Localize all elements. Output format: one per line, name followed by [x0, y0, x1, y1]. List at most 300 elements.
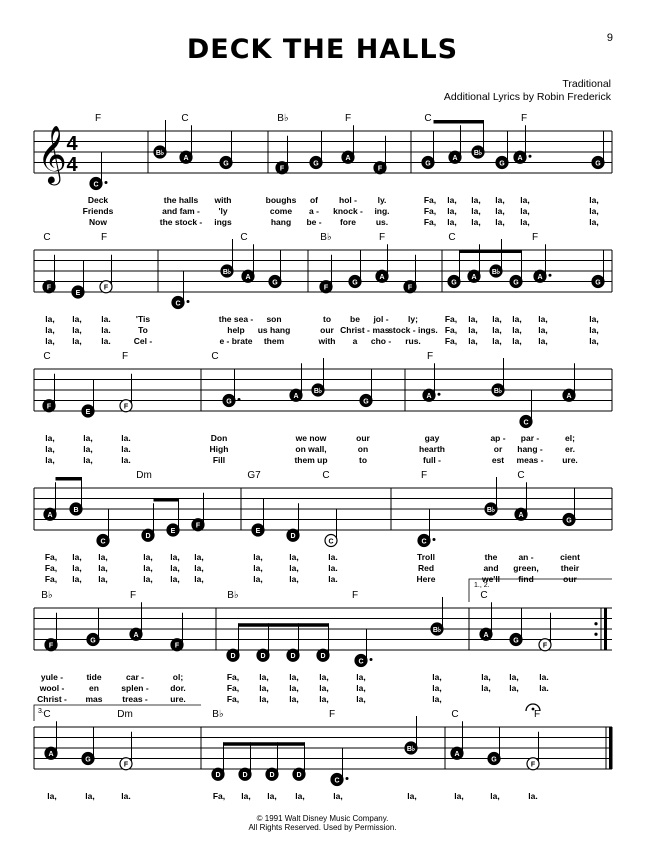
lyric-syllable: our — [563, 574, 577, 584]
lyric-syllable: la, — [356, 683, 366, 693]
lyric-syllable: wool - — [39, 683, 65, 693]
lyric-syllable: Fa, — [44, 552, 58, 562]
lyric-syllable: la. — [101, 314, 111, 324]
note-letter: E — [75, 289, 81, 297]
note-letter: C — [334, 777, 340, 785]
lyric-syllable: la, — [509, 683, 519, 693]
lyric-syllable: gay — [424, 433, 440, 443]
lyric-syllable: and — [483, 563, 499, 573]
repeat-barline-thick — [604, 608, 607, 650]
note-letter: F — [123, 403, 129, 411]
lyric-syllable: la, — [481, 672, 491, 682]
chord-symbol: F — [420, 470, 428, 481]
lyric-syllable: la, — [241, 791, 251, 801]
lyric-syllable: Red — [417, 563, 435, 573]
lyric-syllable: el; — [565, 433, 575, 443]
note-letter: C — [93, 181, 99, 189]
chord-symbol: C — [451, 709, 459, 720]
lyric-syllable: ap - — [490, 433, 506, 443]
lyric-syllable: the sea - — [218, 314, 254, 324]
lyric-syllable: la, — [589, 206, 599, 216]
augmentation-dot — [438, 393, 441, 396]
chord-symbol: F — [344, 113, 352, 124]
note-letter: F — [174, 642, 180, 650]
lyric-syllable: la, — [170, 552, 180, 562]
lyric-syllable: la, — [98, 563, 108, 573]
lyric-syllable: la, — [589, 325, 599, 335]
lyric-syllable: la, — [589, 336, 599, 346]
lyric-syllable: la, — [490, 791, 500, 801]
lyric-syllable: er. — [565, 444, 575, 454]
chord-symbol: F — [533, 709, 541, 720]
lyric-syllable: par - — [520, 433, 540, 443]
lyric-syllable: la, — [83, 433, 93, 443]
ending-label: 1., 2. — [474, 582, 490, 589]
note-letter: A — [537, 274, 543, 282]
lyric-syllable: to — [358, 455, 368, 465]
lyric-syllable: la, — [492, 314, 502, 324]
note-letter: C — [421, 538, 427, 546]
note — [97, 509, 109, 547]
note-letter: A — [454, 751, 460, 759]
lyric-syllable: on wall, — [295, 444, 327, 454]
note — [496, 131, 508, 169]
chord-symbol: F — [378, 232, 386, 243]
lyric-syllable: la, — [143, 552, 153, 562]
note-letter: G — [85, 756, 91, 764]
lyric-syllable: the stock - — [159, 217, 203, 227]
note-letter: F — [407, 284, 413, 292]
lyric-syllable: la, — [432, 694, 442, 704]
note — [82, 379, 94, 417]
note-letter: G — [491, 756, 497, 764]
lyric-syllable: cho - — [370, 336, 392, 346]
chord-symbol: C — [43, 351, 51, 362]
lyric-syllable: la, — [170, 574, 180, 584]
note-letter: D — [269, 772, 275, 780]
note-letter: F — [46, 403, 52, 411]
lyric-syllable: full - — [423, 455, 441, 465]
note — [72, 260, 84, 298]
chord-symbol: B♭ — [227, 590, 239, 601]
lyric-syllable: Fa, — [423, 217, 437, 227]
note — [310, 131, 322, 169]
lyric-syllable: la, — [319, 694, 329, 704]
lyric-syllable: Fa, — [226, 683, 240, 693]
note-letter: E — [255, 527, 261, 535]
note-letter: G — [566, 517, 572, 525]
lyric-syllable: la, — [253, 563, 263, 573]
note — [485, 477, 497, 515]
lyric-syllable: High — [209, 444, 229, 454]
lyric-syllable: cient — [560, 552, 580, 562]
lyric-syllable: la, — [495, 195, 505, 205]
chord-symbol: F — [328, 709, 336, 720]
lyric-syllable: la, — [194, 552, 204, 562]
lyric-syllable: la, — [45, 444, 55, 454]
lyric-syllable: la, — [45, 433, 55, 443]
note-letter: D — [215, 772, 221, 780]
note-letter: D — [242, 772, 248, 780]
staff-system-4 — [34, 470, 612, 584]
lyric-syllable: Friends — [82, 206, 114, 216]
lyric-syllable: la, — [538, 314, 548, 324]
chord-symbol: B♭ — [277, 113, 289, 124]
lyric-syllable: the — [484, 552, 498, 562]
note — [87, 608, 99, 646]
note-letter: F — [279, 165, 285, 173]
lyric-syllable: la, — [295, 791, 305, 801]
ending-label: 3. — [38, 708, 44, 715]
lyric-syllable: la, — [253, 552, 263, 562]
lyric-syllable: la. — [328, 552, 338, 562]
note-letter: A — [293, 393, 299, 401]
note-letter: B♭ — [432, 626, 442, 634]
note-letter: B♭ — [222, 268, 232, 276]
note-letter: G — [363, 398, 369, 406]
lyric-syllable: la, — [289, 574, 299, 584]
chord-symbol: Dm — [117, 709, 133, 720]
note-beam — [154, 498, 179, 502]
chord-symbol: B♭ — [320, 232, 332, 243]
note-letter: A — [426, 393, 432, 401]
chord-symbol: C — [448, 232, 456, 243]
lyric-syllable: Don — [210, 433, 228, 443]
lyric-syllable: la, — [432, 683, 442, 693]
lyric-syllable: la, — [47, 791, 57, 801]
lyric-syllable: la. — [539, 672, 549, 682]
lyric-syllable: come — [269, 206, 293, 216]
note-letter: D — [290, 653, 296, 661]
lyric-syllable: ly. — [377, 195, 387, 205]
augmentation-dot — [529, 155, 532, 158]
lyric-syllable: la, — [83, 444, 93, 454]
augmentation-dot — [238, 398, 241, 401]
lyric-syllable: our — [320, 325, 334, 335]
lyric-syllable: la, — [447, 217, 457, 227]
lyric-syllable: la. — [121, 433, 131, 443]
lyric-syllable: la, — [356, 672, 366, 682]
lyric-syllable: us hang — [257, 325, 291, 335]
lyric-syllable: la, — [98, 552, 108, 562]
note-letter: F — [530, 761, 536, 769]
augmentation-dot — [187, 300, 190, 303]
chord-symbol: C — [181, 113, 189, 124]
lyric-syllable: them — [263, 336, 285, 346]
note-letter: A — [517, 155, 523, 163]
copyright-line: © 1991 Walt Disney Music Company. — [256, 814, 389, 823]
lyric-syllable: find — [518, 574, 534, 584]
note-letter: G — [272, 279, 278, 287]
note-letter: B♭ — [486, 506, 496, 514]
lyric-syllable: hol - — [339, 195, 357, 205]
lyric-syllable: la, — [447, 206, 457, 216]
lyric-syllable: la, — [319, 672, 329, 682]
note-letter: F — [48, 642, 54, 650]
lyric-syllable: hearth — [419, 444, 445, 454]
note-letter: A — [245, 274, 251, 282]
repeat-dot — [594, 633, 597, 636]
lyric-syllable: ly; — [408, 314, 418, 324]
chord-symbol: B♭ — [41, 590, 53, 601]
note — [360, 369, 372, 407]
note — [448, 250, 460, 288]
lyric-syllable: their — [560, 563, 580, 573]
lyric-syllable: la, — [45, 336, 55, 346]
augmentation-dot — [105, 181, 108, 184]
lyric-syllable: la, — [471, 195, 481, 205]
lyric-syllable: la, — [72, 314, 82, 324]
lyric-syllable: la, — [45, 455, 55, 465]
lyric-syllable: est — [491, 455, 505, 465]
lyric-syllable: or — [493, 444, 503, 454]
lyric-syllable: meas - — [516, 455, 544, 465]
lyric-syllable: on — [357, 444, 369, 454]
note — [422, 131, 434, 169]
lyric-syllable: with — [318, 336, 336, 346]
lyric-syllable: of — [309, 195, 319, 205]
note-letter: F — [46, 284, 52, 292]
lyric-syllable: la. — [121, 791, 131, 801]
final-barline-thick — [609, 727, 613, 769]
lyric-syllable: la, — [85, 791, 95, 801]
staff-system-6 — [34, 704, 613, 801]
note-letter: F — [123, 761, 129, 769]
lyric-syllable: the halls — [163, 195, 199, 205]
lyric-syllable: we'll — [481, 574, 501, 584]
lyric-syllable: with — [214, 195, 232, 205]
time-signature-bottom: 4 — [66, 154, 78, 176]
lyric-syllable: we now — [295, 433, 327, 443]
lyric-syllable: boughs — [265, 195, 297, 205]
lyric-syllable: la, — [143, 574, 153, 584]
staff-system-3 — [34, 351, 612, 465]
lyric-syllable: la, — [454, 791, 464, 801]
note-letter: E — [85, 408, 91, 416]
note-letter: G — [595, 279, 601, 287]
note — [325, 509, 337, 547]
augmentation-dot — [346, 777, 349, 780]
note — [520, 390, 532, 428]
chord-symbol: F — [94, 113, 102, 124]
note-letter: C — [523, 419, 529, 427]
note — [172, 271, 190, 309]
lyric-syllable: la, — [481, 683, 491, 693]
note-letter: F — [323, 284, 329, 292]
lyric-syllable: la. — [121, 455, 131, 465]
lyric-syllable: la, — [45, 314, 55, 324]
lyric-syllable: la, — [589, 217, 599, 227]
lyric-syllable: 'ly — [218, 206, 228, 216]
lyric-syllable: Fa, — [226, 694, 240, 704]
augmentation-dot — [433, 538, 436, 541]
lyric-syllable: Fa, — [44, 574, 58, 584]
lyric-syllable: Now — [89, 217, 107, 227]
note-letter: G — [90, 637, 96, 645]
note-beam — [460, 250, 522, 254]
note-letter: D — [290, 533, 296, 541]
lyric-syllable: la, — [468, 314, 478, 324]
lyric-syllable: Fa, — [444, 325, 458, 335]
lyric-syllable: be — [350, 314, 360, 324]
lyric-syllable: la, — [143, 563, 153, 573]
lyric-syllable: la, — [492, 325, 502, 335]
lyric-syllable: la, — [468, 336, 478, 346]
lyric-syllable: ol; — [172, 672, 184, 682]
chord-symbol: F — [100, 232, 108, 243]
lyric-syllable: la, — [471, 217, 481, 227]
lyric-syllable: us. — [375, 217, 389, 227]
note-letter: D — [320, 653, 326, 661]
lyric-syllable: la, — [253, 574, 263, 584]
note-letter: D — [230, 653, 236, 661]
note-letter: A — [345, 155, 351, 163]
note-letter: B♭ — [406, 745, 416, 753]
chord-symbol: C — [424, 113, 432, 124]
lyric-syllable: 'Tis — [135, 314, 151, 324]
lyric-syllable: Christ - — [340, 325, 370, 335]
lyric-syllable: Here — [416, 574, 436, 584]
lyric-syllable: To — [138, 325, 148, 335]
lyric-syllable: la, — [407, 791, 417, 801]
note — [154, 120, 166, 158]
lyric-syllable: Fa, — [226, 672, 240, 682]
lyric-syllable: la, — [356, 694, 366, 704]
note-letter: G — [352, 279, 358, 287]
note-letter: B♭ — [493, 387, 503, 395]
lyric-syllable: la. — [101, 325, 111, 335]
lyric-syllable: la, — [259, 672, 269, 682]
note-letter: E — [170, 527, 176, 535]
lyric-syllable: la, — [333, 791, 343, 801]
lyric-syllable: la. — [328, 563, 338, 573]
note-letter: F — [195, 522, 201, 530]
note-letter: G — [313, 160, 319, 168]
lyric-syllable: Deck — [87, 195, 109, 205]
lyric-syllable: la, — [289, 552, 299, 562]
lyric-syllable: green, — [513, 563, 539, 573]
lyric-syllable: la, — [289, 683, 299, 693]
note-letter: F — [542, 642, 548, 650]
lyric-syllable: splen - — [121, 683, 149, 693]
lyric-syllable: an - — [518, 552, 534, 562]
note-letter: A — [452, 155, 458, 163]
lyric-syllable: la, — [589, 314, 599, 324]
lyric-syllable: la, — [492, 336, 502, 346]
lyric-syllable: ure. — [170, 694, 186, 704]
lyric-syllable: la, — [72, 325, 82, 335]
chord-symbol: F — [531, 232, 539, 243]
chord-symbol: C — [211, 351, 219, 362]
lyric-syllable: la, — [289, 672, 299, 682]
note-letter: G — [513, 637, 519, 645]
lyric-syllable: la, — [72, 574, 82, 584]
note-letter: G — [226, 398, 232, 406]
note-beam — [239, 623, 329, 627]
lyric-syllable: hang — [270, 217, 292, 227]
note-letter: G — [595, 160, 601, 168]
lyric-syllable: la, — [468, 325, 478, 335]
lyric-syllable: la, — [495, 206, 505, 216]
lyric-syllable: jol - — [373, 314, 389, 324]
lyric-syllable: dor. — [170, 683, 186, 693]
lyric-syllable: la. — [121, 444, 131, 454]
note — [269, 250, 281, 288]
note-letter: A — [379, 274, 385, 282]
note-letter: F — [377, 165, 383, 173]
note — [312, 358, 324, 396]
lyric-syllable: la. — [328, 574, 338, 584]
note-letter: A — [48, 751, 54, 759]
lyric-syllable: tide — [86, 672, 102, 682]
note-letter: C — [100, 538, 106, 546]
note — [167, 498, 179, 536]
note — [492, 358, 504, 396]
lyric-syllable: la, — [520, 217, 530, 227]
lyric-syllable: la, — [194, 563, 204, 573]
lyric-syllable: la, — [512, 325, 522, 335]
lyric-syllable: la, — [471, 206, 481, 216]
lyricist-credit: Additional Lyrics by Robin Frederick — [443, 91, 611, 103]
note-letter: C — [175, 300, 181, 308]
lyric-syllable: la, — [495, 217, 505, 227]
time-signature-top: 4 — [66, 133, 78, 155]
lyric-syllable: mas — [372, 325, 390, 335]
lyric-syllable: fore — [339, 217, 357, 227]
lyric-syllable: ing. — [374, 206, 390, 216]
chord-symbol: Dm — [136, 470, 152, 481]
lyric-syllable: Cel - — [133, 336, 153, 346]
augmentation-dot — [549, 274, 552, 277]
note-letter: B♭ — [491, 268, 501, 276]
note-letter: B♭ — [473, 149, 483, 157]
note-letter: F — [103, 284, 109, 292]
lyric-syllable: Fa, — [44, 563, 58, 573]
lyric-syllable: la, — [319, 683, 329, 693]
lyric-syllable: la. — [528, 791, 538, 801]
repeat-dot — [594, 622, 597, 625]
lyric-syllable: la, — [259, 694, 269, 704]
lyric-syllable: la. — [101, 336, 111, 346]
lyric-syllable: son — [266, 314, 282, 324]
lyric-syllable: a — [352, 336, 358, 346]
note-letter: C — [358, 658, 364, 666]
lyric-syllable: la, — [447, 195, 457, 205]
lyric-syllable: la, — [194, 574, 204, 584]
lyric-syllable: la, — [83, 455, 93, 465]
chord-symbol: F — [426, 351, 434, 362]
lyric-syllable: la, — [520, 206, 530, 216]
note-letter: G — [513, 279, 519, 287]
lyric-syllable: yule - — [40, 672, 64, 682]
note — [331, 748, 349, 786]
lyric-syllable: la, — [432, 672, 442, 682]
staff-system-5 — [34, 579, 612, 704]
lyric-syllable: la, — [512, 314, 522, 324]
lyric-syllable: la, — [512, 336, 522, 346]
note-letter: A — [133, 632, 139, 640]
lyric-syllable: hang - — [517, 444, 543, 454]
chord-symbol: F — [351, 590, 359, 601]
note-letter: A — [483, 632, 489, 640]
lyric-syllable: la, — [289, 563, 299, 573]
lyric-syllable: mas — [85, 694, 103, 704]
note — [70, 477, 82, 515]
note-letter: B — [73, 506, 79, 514]
note — [563, 488, 575, 526]
note — [82, 727, 94, 765]
augmentation-dot — [370, 658, 373, 661]
